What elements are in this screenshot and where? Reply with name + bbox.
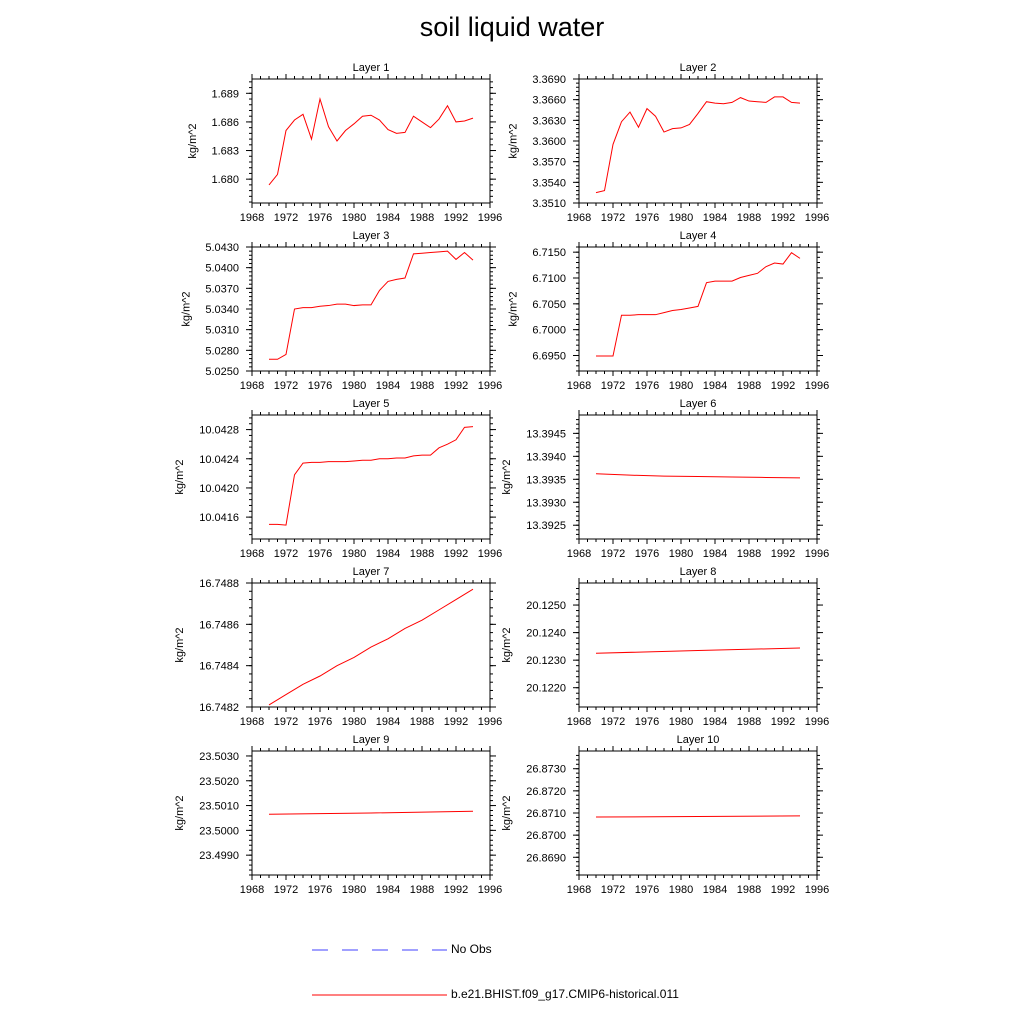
series-line-model bbox=[596, 816, 800, 817]
panel-layer-7 bbox=[174, 566, 502, 728]
series-line-model bbox=[269, 427, 473, 525]
x-tick-label: 1996 bbox=[477, 380, 503, 392]
plot-frame bbox=[252, 79, 490, 203]
x-tick-label: 1984 bbox=[702, 212, 728, 224]
y-tick-label: 6.7000 bbox=[532, 324, 566, 337]
y-axis-label: kg/m^2 bbox=[173, 795, 186, 831]
x-tick-label: 1976 bbox=[634, 380, 660, 392]
y-tick-label: 23.5030 bbox=[199, 750, 239, 763]
x-tick-label: 1976 bbox=[634, 884, 660, 896]
y-tick-label: 23.5010 bbox=[199, 800, 239, 813]
x-tick-label: 1988 bbox=[409, 548, 435, 560]
x-tick-label: 1988 bbox=[736, 548, 762, 560]
y-tick-label: 20.1220 bbox=[526, 682, 566, 695]
y-tick-label: 26.8690 bbox=[526, 852, 566, 865]
y-tick-label: 26.8720 bbox=[526, 785, 566, 798]
y-tick-label: 5.0400 bbox=[205, 262, 239, 275]
x-tick-label: 1980 bbox=[341, 380, 367, 392]
x-tick-label: 1988 bbox=[409, 716, 435, 728]
x-tick-label: 1972 bbox=[273, 716, 299, 728]
plot-frame bbox=[252, 583, 490, 707]
x-tick-label: 1984 bbox=[702, 548, 728, 560]
x-tick-label: 1984 bbox=[375, 716, 401, 728]
plot-frame bbox=[252, 247, 490, 371]
y-axis-label: kg/m^2 bbox=[180, 291, 193, 327]
x-tick-label: 1996 bbox=[804, 716, 830, 728]
panel-layer-6 bbox=[501, 398, 829, 560]
x-tick-label: 1992 bbox=[770, 548, 796, 560]
panel-layer-9 bbox=[174, 734, 502, 896]
x-tick-label: 1968 bbox=[566, 548, 592, 560]
y-tick-label: 3.3510 bbox=[532, 198, 566, 210]
x-tick-label: 1980 bbox=[668, 380, 694, 392]
y-tick-label: 23.4990 bbox=[199, 850, 239, 863]
series-line-model bbox=[269, 251, 473, 359]
x-tick-label: 1972 bbox=[600, 716, 626, 728]
x-tick-label: 1992 bbox=[443, 716, 469, 728]
x-tick-label: 1992 bbox=[770, 380, 796, 392]
panel-title: Layer 10 bbox=[676, 734, 720, 746]
x-tick-label: 1988 bbox=[736, 716, 762, 728]
y-tick-label: 5.0280 bbox=[205, 345, 239, 358]
panel-title: Layer 8 bbox=[679, 566, 717, 578]
y-tick-label: 5.0250 bbox=[205, 366, 239, 378]
x-tick-label: 1984 bbox=[375, 884, 401, 896]
x-tick-label: 1980 bbox=[341, 548, 367, 560]
y-tick-label: 13.3930 bbox=[526, 497, 566, 510]
plot-frame bbox=[579, 583, 817, 707]
panels-group bbox=[174, 62, 829, 896]
x-tick-label: 1972 bbox=[273, 548, 299, 560]
series-line-model bbox=[596, 253, 800, 356]
x-tick-label: 1976 bbox=[307, 548, 333, 560]
y-tick-label: 5.0430 bbox=[205, 242, 239, 254]
x-tick-label: 1988 bbox=[409, 380, 435, 392]
y-tick-label: 20.1250 bbox=[526, 600, 566, 613]
x-tick-label: 1980 bbox=[341, 884, 367, 896]
plot-frame bbox=[252, 415, 490, 539]
legend bbox=[312, 950, 447, 995]
x-tick-label: 1968 bbox=[239, 716, 265, 728]
y-tick-label: 10.0420 bbox=[199, 482, 239, 495]
x-tick-label: 1992 bbox=[770, 212, 796, 224]
x-tick-label: 1972 bbox=[273, 884, 299, 896]
chart-title: soil liquid water bbox=[419, 12, 605, 42]
x-tick-label: 1968 bbox=[239, 884, 265, 896]
x-tick-label: 1992 bbox=[443, 884, 469, 896]
x-tick-label: 1984 bbox=[375, 548, 401, 560]
y-tick-label: 20.1230 bbox=[526, 655, 566, 668]
panel-layer-8 bbox=[501, 566, 829, 728]
y-tick-label: 16.7482 bbox=[199, 702, 239, 714]
y-tick-label: 3.3600 bbox=[532, 136, 566, 148]
panel-layer-3 bbox=[180, 230, 502, 392]
y-tick-label: 5.0370 bbox=[205, 283, 239, 296]
y-axis-label: kg/m^2 bbox=[173, 627, 186, 663]
x-tick-label: 1980 bbox=[668, 212, 694, 224]
x-tick-label: 1988 bbox=[409, 884, 435, 896]
x-tick-label: 1976 bbox=[634, 716, 660, 728]
x-tick-label: 1972 bbox=[273, 380, 299, 392]
y-tick-label: 6.7100 bbox=[532, 273, 566, 285]
y-tick-label: 6.6950 bbox=[532, 350, 566, 363]
x-tick-label: 1988 bbox=[409, 212, 435, 224]
x-tick-label: 1972 bbox=[600, 380, 626, 392]
plot-frame bbox=[579, 247, 817, 371]
series-line-model bbox=[596, 97, 800, 193]
x-tick-label: 1992 bbox=[770, 884, 796, 896]
panel-title: Layer 3 bbox=[352, 230, 390, 242]
x-tick-label: 1984 bbox=[702, 716, 728, 728]
panel-title: Layer 9 bbox=[352, 734, 390, 746]
panel-layer-2 bbox=[507, 62, 829, 224]
x-tick-label: 1992 bbox=[770, 716, 796, 728]
y-tick-label: 16.7486 bbox=[199, 619, 239, 632]
y-axis-label: kg/m^2 bbox=[500, 795, 513, 831]
x-tick-label: 1976 bbox=[307, 212, 333, 224]
panel-title: Layer 5 bbox=[352, 398, 390, 410]
series-line-model bbox=[269, 589, 473, 705]
y-tick-label: 13.3945 bbox=[526, 428, 566, 441]
y-tick-label: 5.0310 bbox=[205, 324, 239, 337]
y-tick-label: 1.680 bbox=[211, 174, 239, 187]
series-line-model bbox=[596, 648, 800, 653]
x-tick-label: 1980 bbox=[668, 548, 694, 560]
x-tick-label: 1976 bbox=[307, 884, 333, 896]
y-tick-label: 10.0424 bbox=[199, 453, 239, 466]
x-tick-label: 1996 bbox=[804, 884, 830, 896]
x-tick-label: 1980 bbox=[341, 716, 367, 728]
y-tick-label: 3.3630 bbox=[532, 115, 566, 128]
x-tick-label: 1996 bbox=[477, 716, 503, 728]
panel-layer-10 bbox=[501, 734, 829, 896]
x-tick-label: 1968 bbox=[566, 884, 592, 896]
panel-layer-1 bbox=[187, 62, 502, 224]
y-axis-label: kg/m^2 bbox=[500, 627, 513, 663]
y-tick-label: 3.3540 bbox=[532, 177, 566, 190]
x-tick-label: 1984 bbox=[375, 380, 401, 392]
panel-title: Layer 1 bbox=[352, 62, 390, 74]
x-tick-label: 1968 bbox=[566, 212, 592, 224]
x-tick-label: 1996 bbox=[804, 380, 830, 392]
x-tick-label: 1972 bbox=[273, 212, 299, 224]
x-tick-label: 1988 bbox=[736, 380, 762, 392]
x-tick-label: 1968 bbox=[566, 716, 592, 728]
x-tick-label: 1968 bbox=[239, 380, 265, 392]
series-line-model bbox=[269, 811, 473, 814]
panel-title: Layer 7 bbox=[352, 566, 390, 578]
y-tick-label: 3.3690 bbox=[532, 74, 566, 86]
y-tick-label: 13.3940 bbox=[526, 451, 566, 464]
y-axis-label: kg/m^2 bbox=[507, 123, 520, 159]
y-tick-label: 13.3925 bbox=[526, 520, 566, 533]
y-tick-label: 26.8710 bbox=[526, 808, 566, 820]
x-tick-label: 1988 bbox=[736, 212, 762, 224]
x-tick-label: 1988 bbox=[736, 884, 762, 896]
legend-label-model: b.e21.BHIST.f09_g17.CMIP6-historical.011 bbox=[451, 987, 679, 1001]
x-tick-label: 1984 bbox=[702, 380, 728, 392]
y-tick-label: 1.689 bbox=[211, 88, 239, 101]
series-line-model bbox=[596, 474, 800, 478]
y-tick-label: 13.3935 bbox=[526, 474, 566, 487]
x-tick-label: 1996 bbox=[804, 548, 830, 560]
y-tick-label: 3.3660 bbox=[532, 94, 566, 107]
legend-label-no-obs: No Obs bbox=[451, 942, 492, 956]
y-tick-label: 23.5020 bbox=[199, 775, 239, 788]
x-tick-label: 1968 bbox=[239, 212, 265, 224]
y-axis-label: kg/m^2 bbox=[173, 459, 186, 495]
panel-title: Layer 2 bbox=[679, 62, 717, 74]
x-tick-label: 1980 bbox=[341, 212, 367, 224]
y-tick-label: 16.7488 bbox=[199, 578, 239, 590]
x-tick-label: 1976 bbox=[307, 716, 333, 728]
y-tick-label: 1.683 bbox=[211, 145, 239, 158]
y-tick-label: 6.7050 bbox=[532, 298, 566, 311]
x-tick-label: 1992 bbox=[443, 380, 469, 392]
x-tick-label: 1992 bbox=[443, 548, 469, 560]
y-tick-label: 23.5000 bbox=[199, 825, 239, 838]
x-tick-label: 1996 bbox=[477, 548, 503, 560]
y-tick-label: 3.3570 bbox=[532, 156, 566, 169]
y-tick-label: 26.8730 bbox=[526, 763, 566, 776]
y-tick-label: 10.0428 bbox=[199, 424, 239, 437]
x-tick-label: 1976 bbox=[634, 548, 660, 560]
series-line-model bbox=[269, 99, 473, 185]
y-tick-label: 20.1240 bbox=[526, 627, 566, 640]
x-tick-label: 1972 bbox=[600, 884, 626, 896]
x-tick-label: 1984 bbox=[702, 884, 728, 896]
x-tick-label: 1980 bbox=[668, 716, 694, 728]
y-tick-label: 1.686 bbox=[211, 116, 239, 129]
x-tick-label: 1996 bbox=[804, 212, 830, 224]
panel-title: Layer 4 bbox=[679, 230, 717, 242]
x-tick-label: 1972 bbox=[600, 548, 626, 560]
y-tick-label: 5.0340 bbox=[205, 304, 239, 316]
x-tick-label: 1980 bbox=[668, 884, 694, 896]
x-tick-label: 1976 bbox=[307, 380, 333, 392]
y-tick-label: 26.8700 bbox=[526, 830, 566, 843]
y-axis-label: kg/m^2 bbox=[187, 123, 199, 159]
x-tick-label: 1968 bbox=[239, 548, 265, 560]
panel-layer-4 bbox=[507, 230, 829, 392]
x-tick-label: 1984 bbox=[375, 212, 401, 224]
y-tick-label: 6.7150 bbox=[532, 247, 566, 260]
x-tick-label: 1996 bbox=[477, 884, 503, 896]
panel-title: Layer 6 bbox=[679, 398, 717, 410]
x-tick-label: 1996 bbox=[477, 212, 503, 224]
plot-frame bbox=[579, 751, 817, 875]
y-tick-label: 16.7484 bbox=[199, 660, 239, 673]
panel-layer-5 bbox=[174, 398, 502, 560]
y-axis-label: kg/m^2 bbox=[500, 459, 513, 495]
x-tick-label: 1972 bbox=[600, 212, 626, 224]
y-axis-label: kg/m^2 bbox=[507, 291, 520, 327]
y-tick-label: 10.0416 bbox=[199, 512, 239, 525]
x-tick-label: 1992 bbox=[443, 212, 469, 224]
x-tick-label: 1976 bbox=[634, 212, 660, 224]
x-tick-label: 1968 bbox=[566, 380, 592, 392]
